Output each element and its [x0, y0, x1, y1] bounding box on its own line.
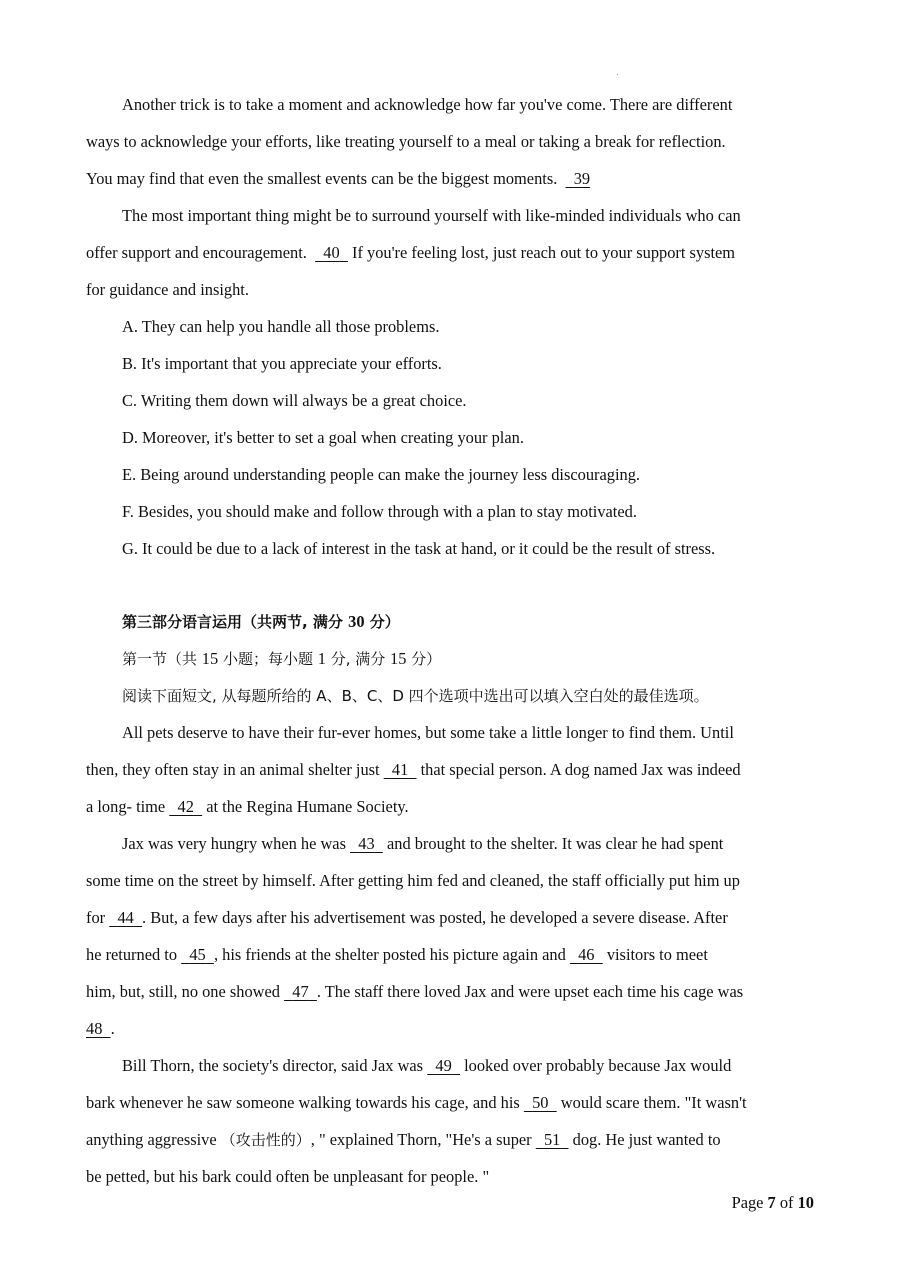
blank-43: 43	[358, 834, 375, 853]
story-line: Bill Thorn, the society's director, said Jax was 49 looked over probably because Jax would	[122, 1056, 732, 1075]
blank-51: 51	[543, 1130, 561, 1149]
passage-line: ways to acknowledge your efforts, like treating yourself to a meal or taking a break for reflection.	[86, 132, 726, 151]
section-subtitle: 第一节（共 15 小题；每小题 1 分, 满分 15 分）	[122, 649, 442, 668]
blank-41: 41	[391, 760, 409, 779]
passage-line: The most important thing might be to surround yourself with like-minded individuals who can	[122, 206, 741, 225]
page-number: Page 7 of 10	[731, 1193, 814, 1212]
option-e: E. Being around understanding people can make the journey less discouraging.	[122, 465, 640, 484]
passage-line: Another trick is to take a moment and acknowledge how far you've come. There are different	[122, 95, 733, 114]
option-d: D. Moreover, it's better to set a goal when creating your plan.	[122, 428, 524, 447]
option-g: G. It could be due to a lack of interest in the task at hand, or it could be the result of stress.	[122, 539, 716, 558]
story-line: bark whenever he saw someone walking towards his cage, and his 50 would scare them. "It wasn't	[86, 1093, 747, 1112]
blank-44: 44	[117, 908, 134, 927]
blank-40: 40	[323, 243, 340, 262]
section-title: 第三部分语言运用（共两节, 满分 30 分）	[122, 612, 400, 631]
blank-50: 50	[532, 1093, 549, 1112]
blank-48: 48	[86, 1019, 103, 1038]
option-c: C. Writing them down will always be a great choice.	[122, 391, 467, 410]
story-line: some time on the street by himself. After getting him fed and cleaned, the staff officially put him up	[86, 871, 740, 890]
story-line: a long- time 42 at the Regina Humane Society.	[86, 797, 409, 816]
option-b: B. It's important that you appreciate your efforts.	[122, 354, 442, 373]
blank-46: 46	[578, 945, 595, 964]
option-f: F. Besides, you should make and follow through with a plan to stay motivated.	[122, 502, 637, 521]
story-line: All pets deserve to have their fur-ever homes, but some take a little longer to find them. Until	[122, 723, 734, 742]
passage-line: for guidance and insight.	[86, 280, 249, 299]
story-line: him, but, still, no one showed 47 . The staff there loved Jax and were upset each time his cage was	[86, 982, 744, 1001]
passage-line: offer support and encouragement. 40 If you're feeling lost, just reach out to your support system	[86, 243, 736, 262]
blank-47: 47	[292, 982, 309, 1001]
story-line: be petted, but his bark could often be unpleasant for people. "	[86, 1167, 490, 1186]
scan-speck	[617, 74, 618, 75]
story-line: 48 .	[86, 1019, 115, 1038]
story-line: then, they often stay in an animal shelter just 41 that special person. A dog named Jax was indeed	[86, 760, 741, 779]
blank-42: 42	[177, 797, 194, 816]
story-line: anything aggressive （攻击性的）, " explained Thorn, "He's a super 51 dog. He just wanted to	[86, 1130, 721, 1149]
story-line: Jax was very hungry when he was 43 and brought to the shelter. It was clear he had spent	[122, 834, 724, 853]
option-a: A. They can help you handle all those problems.	[122, 317, 440, 336]
blank-45: 45	[189, 945, 206, 964]
blank-49: 49	[435, 1056, 452, 1075]
story-line: for 44 . But, a few days after his advertisement was posted, he developed a severe disease. After	[86, 908, 728, 927]
blank-39: 39	[573, 169, 591, 188]
story-line: he returned to 45 , his friends at the shelter posted his picture again and 46 visitors to meet	[86, 945, 708, 964]
passage-line: You may find that even the smallest events can be the biggest moments. 39	[86, 169, 591, 188]
section-instruction: 阅读下面短文, 从每题所给的 A、B、C、D 四个选项中选出可以填入空白处的最佳选项。	[122, 687, 709, 705]
